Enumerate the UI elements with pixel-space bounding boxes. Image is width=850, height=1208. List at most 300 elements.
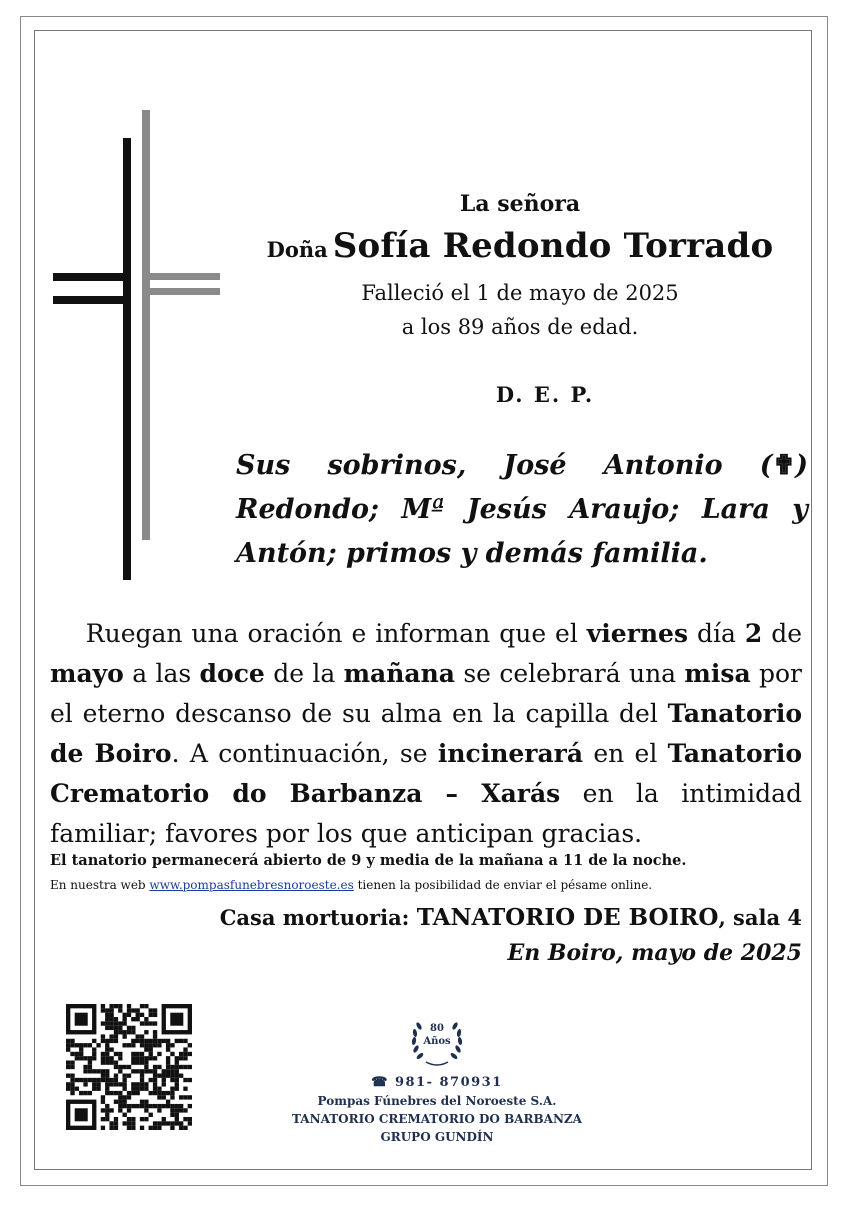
funeral-home-footer bbox=[232, 1012, 642, 1146]
name-line bbox=[240, 222, 800, 276]
qr-module bbox=[153, 1074, 157, 1078]
qr-module bbox=[118, 1095, 122, 1099]
ann-bold: mañana bbox=[343, 659, 455, 688]
qr-module bbox=[166, 1039, 170, 1043]
qr-module bbox=[109, 1021, 113, 1025]
qr-module bbox=[83, 1056, 87, 1060]
qr-module bbox=[166, 1104, 170, 1108]
deceased-header bbox=[240, 188, 800, 344]
qr-module bbox=[183, 1056, 187, 1060]
qr-module bbox=[144, 1082, 148, 1086]
qr-module bbox=[140, 1069, 144, 1073]
qr-module bbox=[105, 1108, 109, 1112]
qr-module bbox=[162, 1095, 166, 1099]
qr-module bbox=[118, 1008, 122, 1012]
qr-module bbox=[101, 1078, 105, 1082]
qr-module bbox=[105, 1043, 109, 1047]
qr-module bbox=[175, 1087, 179, 1091]
qr-module bbox=[92, 1056, 96, 1060]
qr-module bbox=[183, 1052, 187, 1056]
qr-module bbox=[88, 1069, 92, 1073]
qr-module bbox=[149, 1069, 153, 1073]
anniversary-badge bbox=[402, 1012, 472, 1072]
qr-module bbox=[140, 1087, 144, 1091]
ann-bold: viernes bbox=[586, 619, 689, 648]
qr-module bbox=[122, 1017, 126, 1021]
qr-module bbox=[118, 1030, 122, 1034]
qr-module bbox=[118, 1069, 122, 1073]
qr-module bbox=[175, 1108, 179, 1112]
qr-module bbox=[136, 1017, 140, 1021]
qr-module bbox=[127, 1026, 131, 1030]
qr-module bbox=[144, 1047, 148, 1051]
qr-module bbox=[136, 1034, 140, 1038]
qr-module bbox=[188, 1117, 192, 1121]
qr-module bbox=[153, 1039, 157, 1043]
qr-module bbox=[127, 1004, 131, 1008]
qr-module bbox=[188, 1121, 192, 1125]
qr-module bbox=[83, 1069, 87, 1073]
cross-grey-vertical bbox=[142, 110, 150, 540]
qr-module bbox=[101, 1034, 105, 1038]
qr-module bbox=[127, 1043, 131, 1047]
qr-module bbox=[144, 1030, 148, 1034]
qr-module bbox=[105, 1078, 109, 1082]
qr-module bbox=[153, 1069, 157, 1073]
family-text-part2: ) Redondo; Mª Jesús Araujo; Lara y Antón; primos y demás familia. bbox=[236, 450, 808, 569]
qr-module bbox=[149, 1043, 153, 1047]
qr-module bbox=[162, 1091, 166, 1095]
qr-module bbox=[114, 1074, 118, 1078]
qr-module bbox=[144, 1100, 148, 1104]
qr-module bbox=[101, 1074, 105, 1078]
qr-module bbox=[109, 1108, 113, 1112]
qr-module bbox=[149, 1056, 153, 1060]
qr-module bbox=[166, 1060, 170, 1064]
qr-module bbox=[136, 1082, 140, 1086]
qr-module bbox=[79, 1047, 83, 1051]
qr-module bbox=[127, 1117, 131, 1121]
qr-module bbox=[79, 1091, 83, 1095]
qr-module bbox=[149, 1052, 153, 1056]
qr-module bbox=[136, 1052, 140, 1056]
qr-module bbox=[175, 1039, 179, 1043]
qr-module bbox=[66, 1039, 70, 1043]
qr-module bbox=[170, 1108, 174, 1112]
qr-module bbox=[153, 1087, 157, 1091]
age: a los 89 años de edad. bbox=[401, 315, 639, 339]
qr-module bbox=[88, 1065, 92, 1069]
qr-module bbox=[175, 1056, 179, 1060]
qr-module bbox=[136, 1060, 140, 1064]
qr-module bbox=[88, 1078, 92, 1082]
qr-module bbox=[131, 1121, 135, 1125]
qr-module bbox=[122, 1121, 126, 1125]
qr-module bbox=[127, 1091, 131, 1095]
qr-module bbox=[144, 1039, 148, 1043]
qr-module bbox=[83, 1082, 87, 1086]
qr-module bbox=[153, 1091, 157, 1095]
qr-module bbox=[109, 1039, 113, 1043]
ann-bold: doce bbox=[199, 659, 265, 688]
qr-module bbox=[131, 1087, 135, 1091]
qr-module bbox=[170, 1113, 174, 1117]
qr-module bbox=[114, 1078, 118, 1082]
qr-module bbox=[66, 1060, 70, 1064]
qr-module bbox=[140, 1043, 144, 1047]
qr-module bbox=[166, 1047, 170, 1051]
qr-module bbox=[179, 1039, 183, 1043]
qr-module bbox=[83, 1078, 87, 1082]
cross-black-arm-left bbox=[53, 273, 131, 281]
qr-module bbox=[144, 1004, 148, 1008]
deceased-cross-icon: ✟ bbox=[772, 450, 796, 481]
wake-house bbox=[220, 904, 802, 931]
qr-module bbox=[70, 1087, 74, 1091]
qr-module bbox=[92, 1078, 96, 1082]
qr-module bbox=[170, 1087, 174, 1091]
qr-module bbox=[114, 1039, 118, 1043]
qr-module bbox=[166, 1065, 170, 1069]
qr-module bbox=[153, 1013, 157, 1017]
qr-module bbox=[136, 1008, 140, 1012]
qr-module bbox=[144, 1117, 148, 1121]
ann-bold: incinerará bbox=[437, 739, 584, 768]
qr-module bbox=[149, 1039, 153, 1043]
qr-module bbox=[109, 1082, 113, 1086]
qr-module bbox=[183, 1039, 187, 1043]
qr-module bbox=[162, 1082, 166, 1086]
qr-module bbox=[122, 1030, 126, 1034]
phone-icon: ☎ bbox=[371, 1075, 389, 1090]
qr-module bbox=[83, 1065, 87, 1069]
qr-module bbox=[122, 1043, 126, 1047]
qr-module bbox=[79, 1056, 83, 1060]
qr-module bbox=[153, 1082, 157, 1086]
qr-module bbox=[153, 1078, 157, 1082]
qr-module bbox=[109, 1078, 113, 1082]
qr-module bbox=[153, 1126, 157, 1130]
crematorium-name: TANATORIO CREMATORIO DO BARBANZA bbox=[292, 1112, 582, 1126]
qr-module bbox=[109, 1091, 113, 1095]
qr-module bbox=[105, 1039, 109, 1043]
qr-module bbox=[166, 1091, 170, 1095]
qr-module bbox=[131, 1039, 135, 1043]
qr-module bbox=[170, 1074, 174, 1078]
qr-module bbox=[83, 1091, 87, 1095]
qr-module bbox=[114, 1082, 118, 1086]
qr-module bbox=[114, 1004, 118, 1008]
qr-module bbox=[96, 1078, 100, 1082]
qr-module bbox=[157, 1043, 161, 1047]
qr-module bbox=[179, 1095, 183, 1099]
ann-bold: Tanatorio Crematorio do Barbanza – Xarás bbox=[50, 739, 802, 808]
qr-module bbox=[170, 1052, 174, 1056]
qr-module bbox=[136, 1056, 140, 1060]
qr-module bbox=[175, 1069, 179, 1073]
qr-module bbox=[170, 1126, 174, 1130]
qr-module bbox=[149, 1091, 153, 1095]
qr-module bbox=[131, 1052, 135, 1056]
qr-module bbox=[140, 1013, 144, 1017]
qr-module bbox=[70, 1091, 74, 1095]
rest-in-peace: D. E. P. bbox=[495, 382, 595, 407]
qr-module bbox=[175, 1082, 179, 1086]
qr-module bbox=[157, 1121, 161, 1125]
qr-module bbox=[79, 1078, 83, 1082]
qr-module bbox=[175, 1104, 179, 1108]
qr-module bbox=[79, 1043, 83, 1047]
qr-module bbox=[114, 1017, 118, 1021]
qr-module bbox=[149, 1013, 153, 1017]
qr-module bbox=[188, 1078, 192, 1082]
qr-module bbox=[131, 1030, 135, 1034]
qr-module bbox=[127, 1104, 131, 1108]
qr-module bbox=[140, 1021, 144, 1025]
qr-module bbox=[109, 1034, 113, 1038]
death-date: Falleció el 1 de mayo de 2025 bbox=[361, 281, 679, 305]
qr-module bbox=[114, 1091, 118, 1095]
qr-module bbox=[131, 1104, 135, 1108]
qr-module bbox=[149, 1104, 153, 1108]
ann-text: de bbox=[762, 619, 802, 648]
qr-module bbox=[188, 1095, 192, 1099]
qr-module bbox=[109, 1056, 113, 1060]
qr-module bbox=[157, 1104, 161, 1108]
qr-module bbox=[162, 1104, 166, 1108]
qr-module bbox=[114, 1065, 118, 1069]
company-name: Pompas Fúnebres del Noroeste S.A. bbox=[317, 1094, 557, 1108]
qr-module bbox=[122, 1074, 126, 1078]
ann-text: de la bbox=[264, 659, 344, 688]
qr-module bbox=[70, 1043, 74, 1047]
qr-finder bbox=[75, 1108, 88, 1121]
qr-module bbox=[105, 1082, 109, 1086]
qr-module bbox=[114, 1026, 118, 1030]
qr-module bbox=[122, 1113, 126, 1117]
qr-module bbox=[101, 1095, 105, 1099]
qr-module bbox=[118, 1091, 122, 1095]
cross-grey-arm-right bbox=[142, 273, 220, 280]
ann-bold: 2 bbox=[744, 619, 763, 648]
qr-module bbox=[101, 1108, 105, 1112]
qr-module bbox=[118, 1100, 122, 1104]
cross-grey-arm-right-lower bbox=[142, 288, 220, 295]
qr-module bbox=[153, 1104, 157, 1108]
qr-module bbox=[70, 1078, 74, 1082]
decorative-cross-icon bbox=[50, 108, 225, 588]
cross-black-arm-left-lower bbox=[53, 296, 131, 304]
qr-module bbox=[101, 1100, 105, 1104]
qr-module bbox=[166, 1121, 170, 1125]
qr-module bbox=[179, 1074, 183, 1078]
qr-module bbox=[179, 1104, 183, 1108]
qr-module bbox=[118, 1108, 122, 1112]
qr-module bbox=[166, 1043, 170, 1047]
qr-module bbox=[109, 1004, 113, 1008]
qr-module bbox=[157, 1108, 161, 1112]
qr-module bbox=[149, 1126, 153, 1130]
qr-module bbox=[140, 1100, 144, 1104]
qr-module bbox=[105, 1026, 109, 1030]
qr-module bbox=[105, 1008, 109, 1012]
qr-module bbox=[175, 1060, 179, 1064]
ann-bold: Tanatorio de Boiro bbox=[50, 699, 802, 768]
qr-module bbox=[170, 1043, 174, 1047]
qr-module bbox=[101, 1056, 105, 1060]
qr-module bbox=[114, 1034, 118, 1038]
qr-module bbox=[118, 1082, 122, 1086]
badge-text bbox=[402, 1022, 472, 1048]
qr-module bbox=[136, 1104, 140, 1108]
qr-module bbox=[140, 1060, 144, 1064]
ann-text: se celebrará una bbox=[455, 659, 685, 688]
qr-module bbox=[162, 1078, 166, 1082]
qr-module bbox=[170, 1121, 174, 1125]
qr-module bbox=[96, 1043, 100, 1047]
qr-module bbox=[162, 1069, 166, 1073]
badge-word: Años bbox=[423, 1036, 451, 1047]
qr-module bbox=[140, 1074, 144, 1078]
qr-module bbox=[66, 1087, 70, 1091]
qr-module bbox=[114, 1021, 118, 1025]
qr-module bbox=[75, 1043, 79, 1047]
qr-module bbox=[157, 1052, 161, 1056]
qr-module bbox=[101, 1039, 105, 1043]
qr-module bbox=[157, 1126, 161, 1130]
ann-text: por el eterno descanso de su alma en la capilla del bbox=[50, 659, 803, 728]
honorific: La señora bbox=[459, 191, 581, 217]
condolences-link[interactable]: www.pompasfunebresnoroeste.es bbox=[149, 878, 354, 892]
qr-module bbox=[162, 1074, 166, 1078]
qr-module bbox=[109, 1026, 113, 1030]
qr-module bbox=[140, 1078, 144, 1082]
qr-code[interactable] bbox=[66, 1004, 192, 1130]
qr-module bbox=[131, 1017, 135, 1021]
qr-module bbox=[114, 1060, 118, 1064]
qr-module bbox=[118, 1065, 122, 1069]
qr-module bbox=[75, 1052, 79, 1056]
qr-module bbox=[122, 1013, 126, 1017]
qr-module bbox=[153, 1065, 157, 1069]
qr-module bbox=[144, 1104, 148, 1108]
qr-module bbox=[140, 1104, 144, 1108]
qr-module bbox=[175, 1074, 179, 1078]
qr-module bbox=[122, 1104, 126, 1108]
qr-module bbox=[162, 1117, 166, 1121]
qr-module bbox=[96, 1087, 100, 1091]
qr-module bbox=[101, 1069, 105, 1073]
qr-module bbox=[109, 1017, 113, 1021]
qr-module bbox=[157, 1087, 161, 1091]
qr-module bbox=[170, 1091, 174, 1095]
ann-bold: misa bbox=[684, 659, 751, 688]
qr-module bbox=[92, 1082, 96, 1086]
qr-module bbox=[70, 1060, 74, 1064]
qr-module bbox=[105, 1021, 109, 1025]
qr-finder bbox=[75, 1013, 88, 1026]
qr-module bbox=[122, 1087, 126, 1091]
qr-module bbox=[153, 1121, 157, 1125]
qr-module bbox=[118, 1104, 122, 1108]
qr-module bbox=[66, 1065, 70, 1069]
qr-module bbox=[131, 1026, 135, 1030]
cross-black-vertical bbox=[123, 138, 131, 580]
qr-module bbox=[183, 1078, 187, 1082]
qr-module bbox=[170, 1069, 174, 1073]
qr-module bbox=[118, 1026, 122, 1030]
qr-module bbox=[144, 1043, 148, 1047]
qr-module bbox=[70, 1082, 74, 1086]
qr-module bbox=[96, 1082, 100, 1086]
qr-module bbox=[105, 1056, 109, 1060]
qr-module bbox=[118, 1052, 122, 1056]
qr-module bbox=[153, 1030, 157, 1034]
qr-module bbox=[170, 1104, 174, 1108]
qr-module bbox=[118, 1004, 122, 1008]
ann-bold: mayo bbox=[50, 659, 124, 688]
qr-module bbox=[131, 1091, 135, 1095]
wake-house-value: TANATORIO DE BOIRO bbox=[416, 904, 719, 931]
qr-module bbox=[175, 1117, 179, 1121]
qr-module bbox=[140, 1117, 144, 1121]
qr-module bbox=[75, 1056, 79, 1060]
qr-module bbox=[136, 1069, 140, 1073]
qr-module bbox=[166, 1100, 170, 1104]
qr-module bbox=[109, 1121, 113, 1125]
qr-module bbox=[66, 1082, 70, 1086]
qr-module bbox=[149, 1078, 153, 1082]
qr-module bbox=[183, 1126, 187, 1130]
qr-module bbox=[101, 1052, 105, 1056]
qr-module bbox=[109, 1008, 113, 1012]
qr-module bbox=[153, 1056, 157, 1060]
qr-module bbox=[175, 1113, 179, 1117]
qr-module bbox=[140, 1126, 144, 1130]
qr-module bbox=[140, 1039, 144, 1043]
qr-module bbox=[122, 1021, 126, 1025]
qr-module bbox=[114, 1126, 118, 1130]
opening-hours-note: El tanatorio permanecerá abierto de 9 y media de la mañana a 11 de la noche. bbox=[50, 852, 687, 869]
qr-module bbox=[170, 1078, 174, 1082]
qr-module bbox=[153, 1043, 157, 1047]
qr-module bbox=[75, 1078, 79, 1082]
qr-module bbox=[109, 1013, 113, 1017]
qr-module bbox=[157, 1039, 161, 1043]
qr-module bbox=[179, 1121, 183, 1125]
qr-module bbox=[88, 1060, 92, 1064]
phone-number[interactable]: 981- 870931 bbox=[394, 1075, 503, 1090]
qr-module bbox=[153, 1008, 157, 1012]
qr-module bbox=[101, 1021, 105, 1025]
qr-module bbox=[105, 1113, 109, 1117]
qr-module bbox=[70, 1065, 74, 1069]
qr-module bbox=[114, 1030, 118, 1034]
wake-house-label: Casa mortuoria: bbox=[219, 905, 417, 930]
qr-module bbox=[175, 1121, 179, 1125]
qr-module bbox=[179, 1108, 183, 1112]
qr-module bbox=[92, 1039, 96, 1043]
ann-text: en la intimidad familiar; favores por los que anticipan gracias. bbox=[50, 779, 802, 848]
qr-module bbox=[131, 1008, 135, 1012]
qr-module bbox=[127, 1065, 131, 1069]
qr-module bbox=[105, 1117, 109, 1121]
qr-module bbox=[179, 1065, 183, 1069]
qr-module bbox=[96, 1069, 100, 1073]
qr-module bbox=[105, 1060, 109, 1064]
qr-module bbox=[114, 1121, 118, 1125]
web-note-suffix: tienen la posibilidad de enviar el pésame online. bbox=[353, 878, 653, 892]
